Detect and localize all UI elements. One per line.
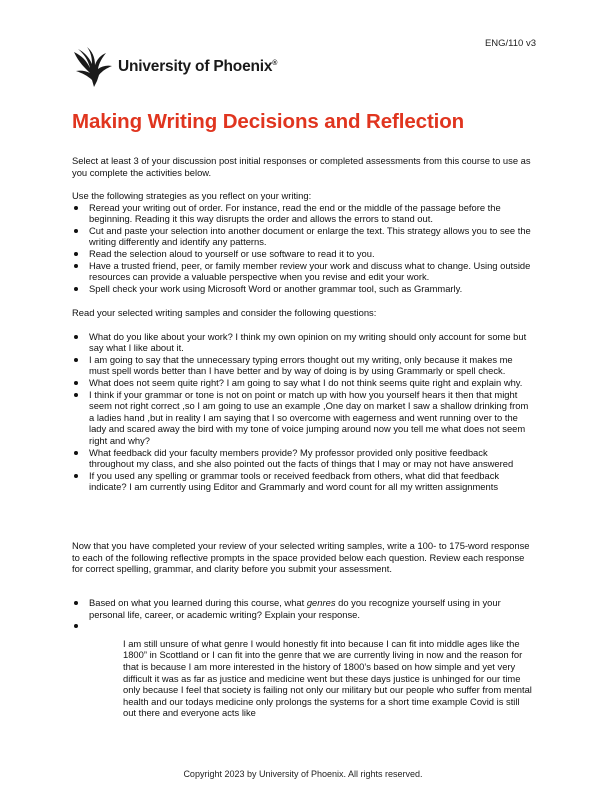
list-item: Reread your writing out of order. For instance, read the end or the middle of the passage before the beginning. Reading it this way disrupts the order and allows the errors to stand out. (72, 202, 534, 225)
university-logo (72, 46, 277, 88)
questions-section (72, 307, 534, 493)
intro-paragraph: Select at least 3 of your discussion post initial responses or completed assessments from this course to use as you complete the activities below. (72, 155, 531, 178)
prompts-list (72, 597, 534, 719)
list-item: If you used any spelling or grammar tools or received feedback from others, what did that feedback indicate? I am currently using Editor and Grammarly and word count for all my written assignments (72, 470, 534, 493)
list-item: What feedback did your faculty members provide? My professor provided only positive feedback throughout my class, and she also pointed out the facts of things that I may or may not have answered (72, 447, 534, 470)
list-item: What does not seem quite right? I am going to say what I do not think seems quite right and explain why. (72, 377, 534, 389)
prompts-section (72, 597, 534, 719)
response-text: I am still unsure of what genre I would honestly fit into because I can fit into middle ages like the 1800” in Scottland or I can fit into the genre that we are currently living in now and the reason for that is because I am more interested in the history of 1800’s based on how simple and yet very difficult it was as far as justice and medicine went but these days justice is unhinged for our time only because I feel that society is failing not only our military but our people who suffer from mental health and our todays medicine only prolongs the systems for a short time example Covid is still out there and everyone acts like (123, 637, 532, 719)
copyright-footer: Copyright 2023 by University of Phoenix. All rights reserved. (183, 769, 423, 779)
course-code: ENG/110 v3 (484, 38, 536, 49)
list-item: Have a trusted friend, peer, or family member review your work and discuss what to change. Using outside resources can provide a valuable perspective when you revise and edit your work. (72, 260, 534, 283)
list-item: Cut and paste your selection into another document or enlarge the text. This strategy allows you to see the writing differently and identify any patterns. (72, 225, 534, 248)
review-section (72, 540, 534, 575)
list-item: Based on what you learned during this course, what genres do you recognize yourself using in your personal life, career, or academic writing? Explain your response. (72, 597, 534, 620)
questions-list (72, 331, 534, 493)
list-item: Spell check your work using Microsoft Word or another grammar tool, such as Grammarly. (72, 283, 534, 295)
review-paragraph: Now that you have completed your review of your selected writing samples, write a 100- to 175-word response to each of the following reflective prompts in the space provided below each question. Review each response for correct spelling, grammar, and clarity before you submit your assessment. (72, 540, 530, 575)
intro-section (72, 155, 534, 178)
phoenix-bird-icon (72, 46, 114, 88)
questions-lead: Read your selected writing samples and consider the following questions: (72, 307, 377, 318)
list-item: I am going to say that the unnecessary typing errors thought out my writing, only because it makes me must spell words better than I have better and by way of doing is by using Grammarly or spell check. (72, 354, 534, 377)
strategies-list (72, 202, 534, 295)
strategies-section (72, 190, 534, 294)
strategies-lead: Use the following strategies as you reflect on your writing: (72, 190, 312, 201)
list-item: Read the selection aloud to yourself or use software to read it to you. (72, 248, 534, 260)
page-title: Making Writing Decisions and Reflection (72, 110, 465, 133)
list-item: What do you like about your work? I think my own opinion on my writing should only account for some but say what I like about it. (72, 331, 534, 354)
list-item: I think if your grammar or tone is not on point or match up with how you yourself hears it then that might seem not right correct ,so I am going to use an example ,One day on market I saw a shallow drinking from a ladies hand ,but in reality I am saying that I so overcome with eagerness and went running over to the lady and scared away the bird with my tone of voice jumping around now you tell me what does not seem right and why? (72, 389, 534, 447)
logo-wordmark: University of Phoenix® (118, 58, 278, 75)
list-item (72, 620, 534, 719)
